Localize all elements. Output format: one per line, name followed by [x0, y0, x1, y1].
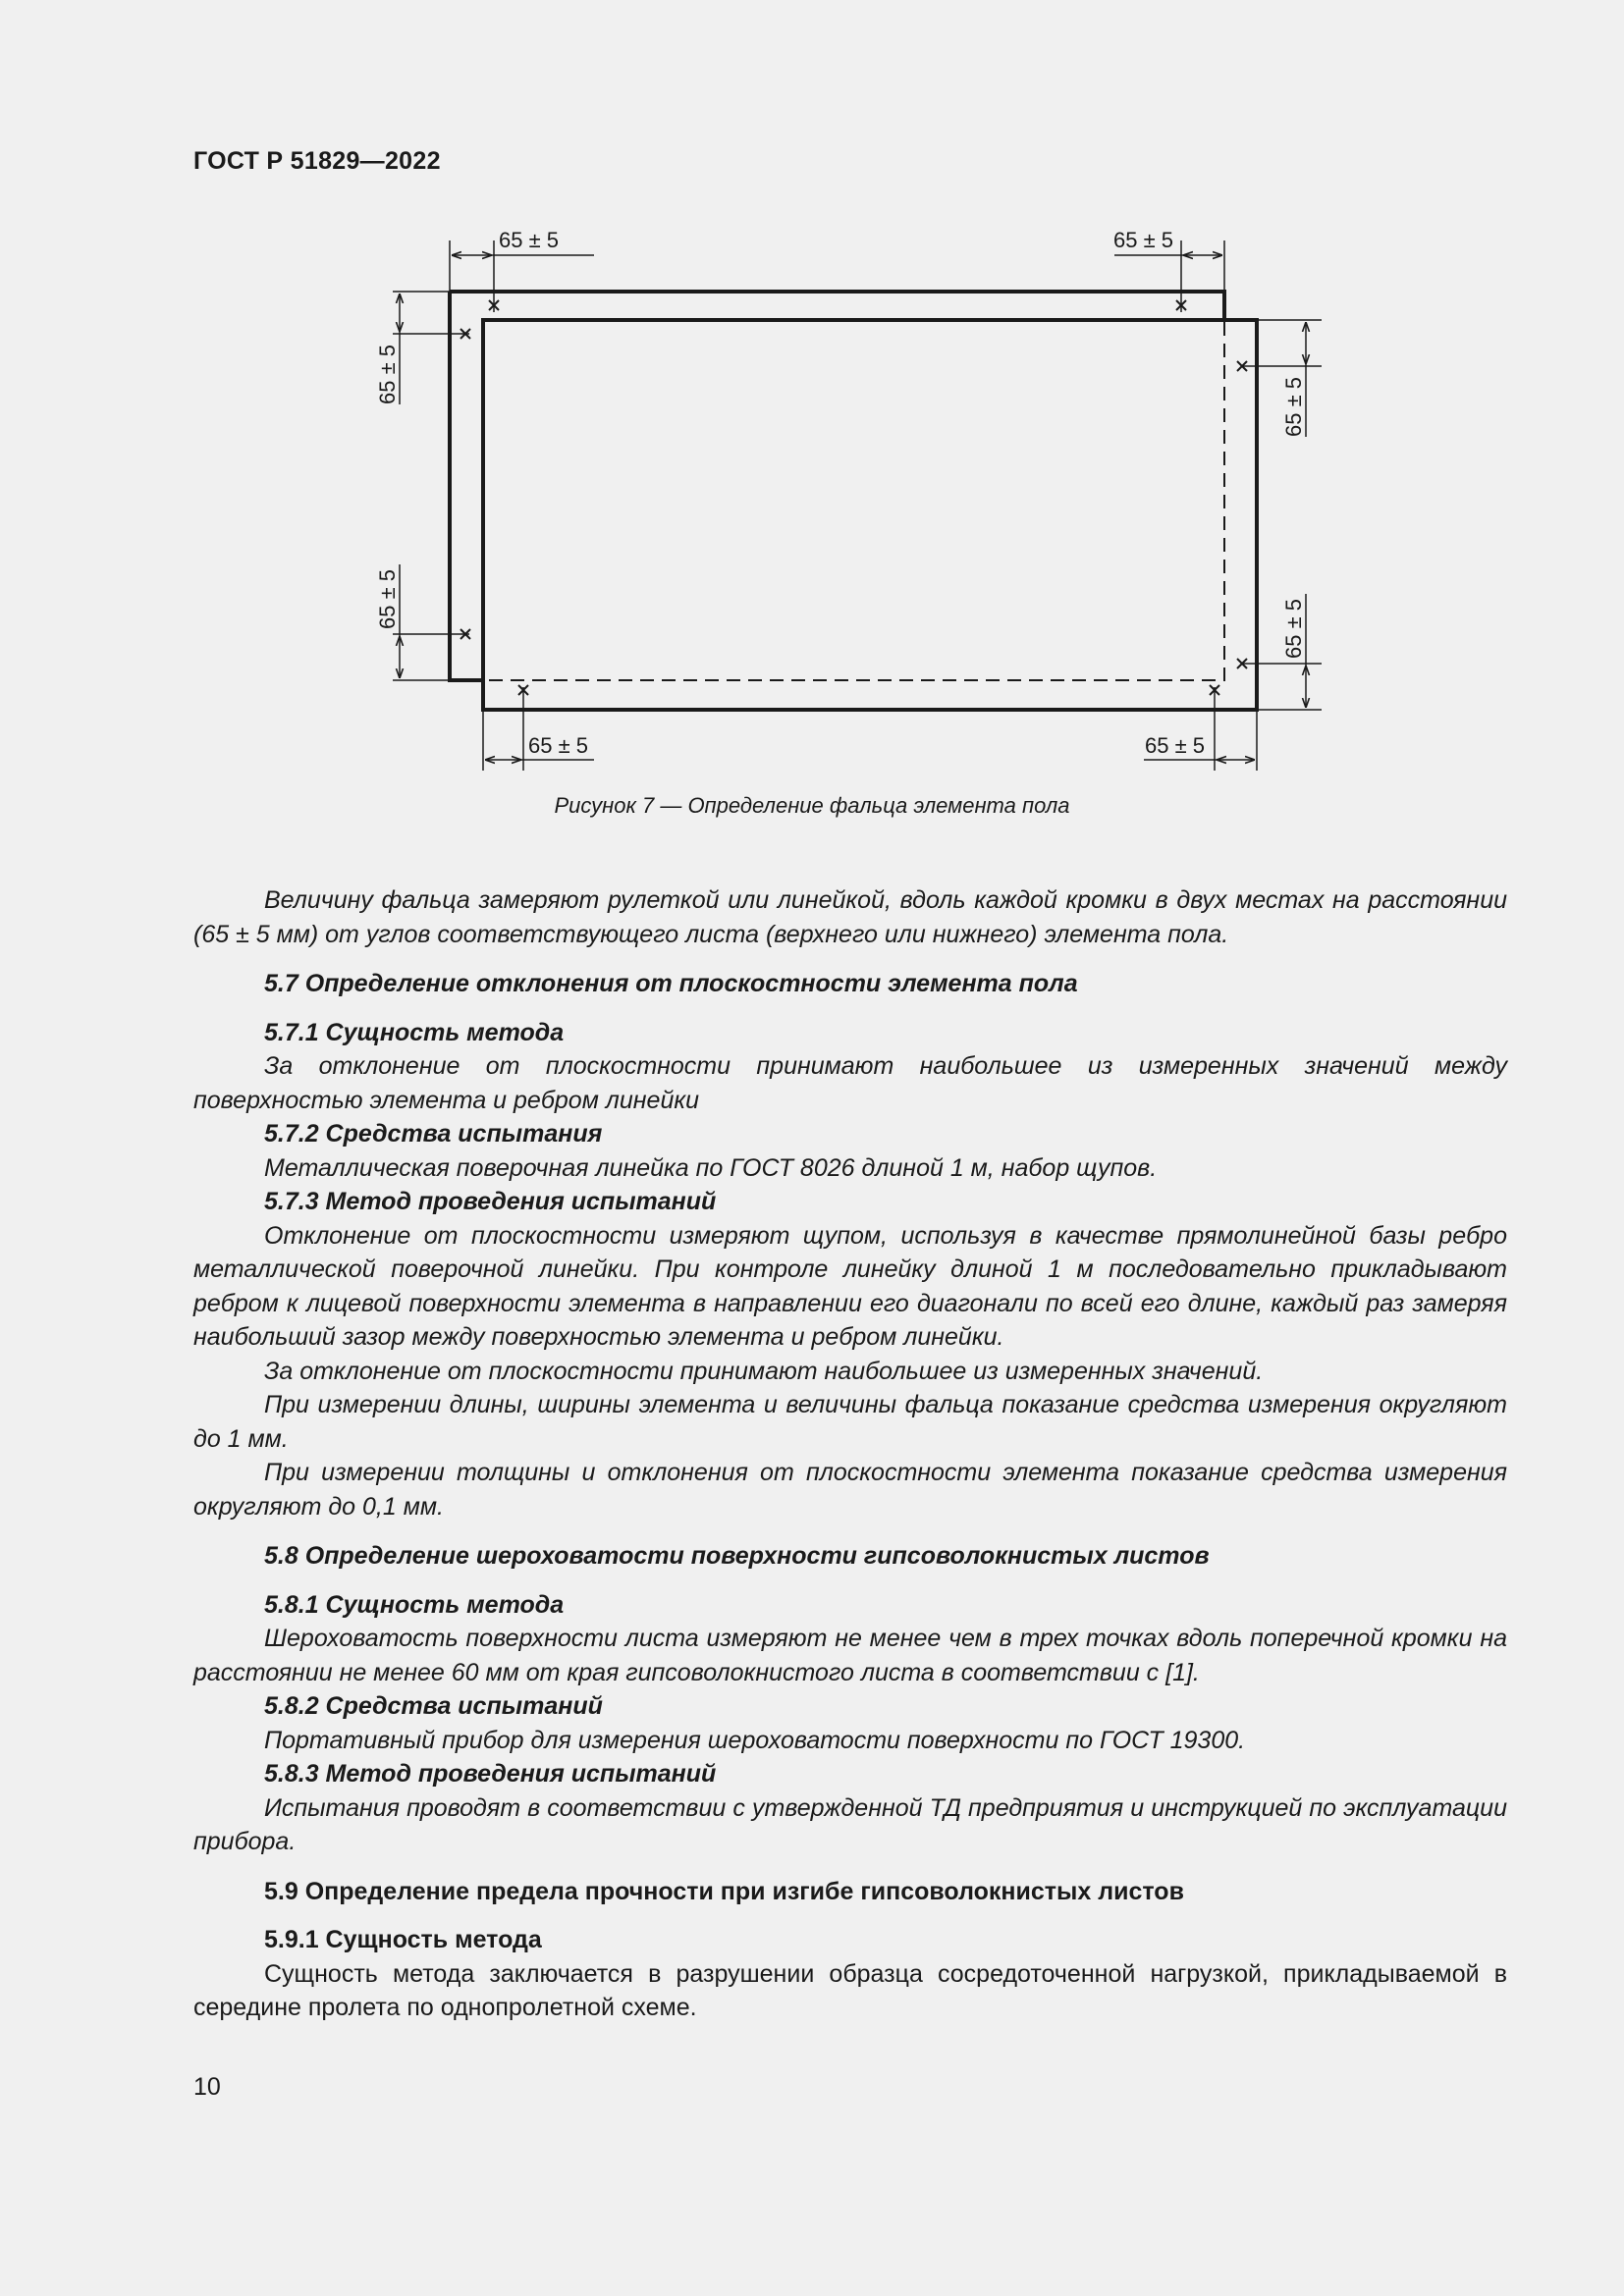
dim-label-top-left: 65 ± 5 — [499, 228, 560, 252]
dim-label-bottom-right: 65 ± 5 — [1145, 733, 1206, 758]
section-heading-5-8: 5.8 Определение шероховатости поверхности гипсоволокнистых листов — [264, 1542, 1210, 1570]
subsection-heading-5-8-1: 5.8.1 Сущность метода — [264, 1590, 565, 1619]
dim-label-top-right: 65 ± 5 — [1113, 228, 1174, 252]
paragraph: За отклонение от плоскостности принимают наибольшее из измеренных значений между поверхностью элемента и ребром линейки — [193, 1052, 1507, 1114]
paragraph: Портативный прибор для измерения шероховатости поверхности по ГОСТ 19300. — [264, 1726, 1246, 1754]
dimension-lines — [400, 255, 1306, 760]
paragraph: За отклонение от плоскостности принимают наибольшее из измеренных значений. — [264, 1357, 1264, 1385]
floor-element-drawing — [0, 0, 1624, 864]
subsection-heading-5-7-2: 5.7.2 Средства испытания — [264, 1120, 603, 1148]
subsection-heading-5-9-1: 5.9.1 Сущность метода — [264, 1926, 542, 1953]
subsection-heading-5-7-1: 5.7.1 Сущность метода — [264, 1018, 565, 1046]
measurement-points — [460, 300, 1247, 695]
subsection-heading-5-8-3: 5.8.3 Метод проведения испытаний — [264, 1760, 717, 1788]
hidden-edges — [485, 322, 1224, 680]
paragraph: Металлическая поверочная линейка по ГОСТ 8026 длиной 1 м, набор щупов. — [264, 1153, 1158, 1182]
paragraph: Величину фальца замеряют рулеткой или линейкой, вдоль каждой кромки в двух местах на расстоянии (65 ± 5 мм) от углов соответствующего листа (верхнего или нижнего) элемента пола. — [193, 886, 1507, 948]
figure-caption: Рисунок 7 — Определение фальца элемента пола — [554, 793, 1070, 818]
figure-7 — [0, 0, 1624, 864]
paragraph: При измерении толщины и отклонения от плоскостности элемента показание средства измерения округляют до 0,1 мм. — [193, 1459, 1507, 1521]
section-heading-5-7: 5.7 Определение отклонения от плоскостности элемента пола — [264, 970, 1078, 997]
paragraph: Сущность метода заключается в разрушении образца сосредоточенной нагрузкой, прикладываемой в середине пролета по однопролетной схеме. — [193, 1959, 1507, 2021]
dim-label-left-top: 65 ± 5 — [375, 344, 400, 404]
document-body — [193, 883, 1507, 2025]
document-header: ГОСТ Р 51829—2022 — [193, 147, 441, 175]
dim-label-bottom-left: 65 ± 5 — [528, 733, 589, 758]
paragraph: При измерении длины, ширины элемента и величины фальца показание средства измерения округляют до 1 мм. — [193, 1391, 1507, 1453]
top-sheet-outline — [450, 292, 1224, 680]
section-heading-5-9: 5.9 Определение предела прочности при изгибе гипсоволокнистых листов — [264, 1877, 1184, 1905]
paragraph: Шероховатость поверхности листа измеряют не менее чем в трех точках вдоль поперечной кромки на расстоянии не менее 60 мм от края гипсоволокнистого листа в соответствии с [1]. — [193, 1625, 1507, 1686]
subsection-heading-5-7-3: 5.7.3 Метод проведения испытаний — [264, 1188, 717, 1215]
dim-label-right-bottom: 65 ± 5 — [1281, 598, 1306, 659]
paragraph: Отклонение от плоскостности измеряют щупом, используя в качестве прямолинейной базы ребро металлической поверочной линейки. При контроле линейку длиной 1 м последовательно прикладывают ребром к лицевой поверхности элемента в направлении его диагонали по всей его длине, каждый раз замеряя наибольший зазор между поверхностью элемента и ребром линейки. — [193, 1221, 1507, 1351]
paragraph: Испытания проводят в соответствии с утвержденной ТД предприятия и инструкцией по эксплуатации прибора. — [193, 1793, 1507, 1855]
dim-label-right-top: 65 ± 5 — [1281, 376, 1306, 437]
subsection-heading-5-8-2: 5.8.2 Средства испытаний — [264, 1692, 603, 1720]
dim-label-left-bottom: 65 ± 5 — [375, 568, 400, 629]
page-number: 10 — [193, 2073, 221, 2101]
bottom-sheet-outline — [483, 320, 1257, 710]
